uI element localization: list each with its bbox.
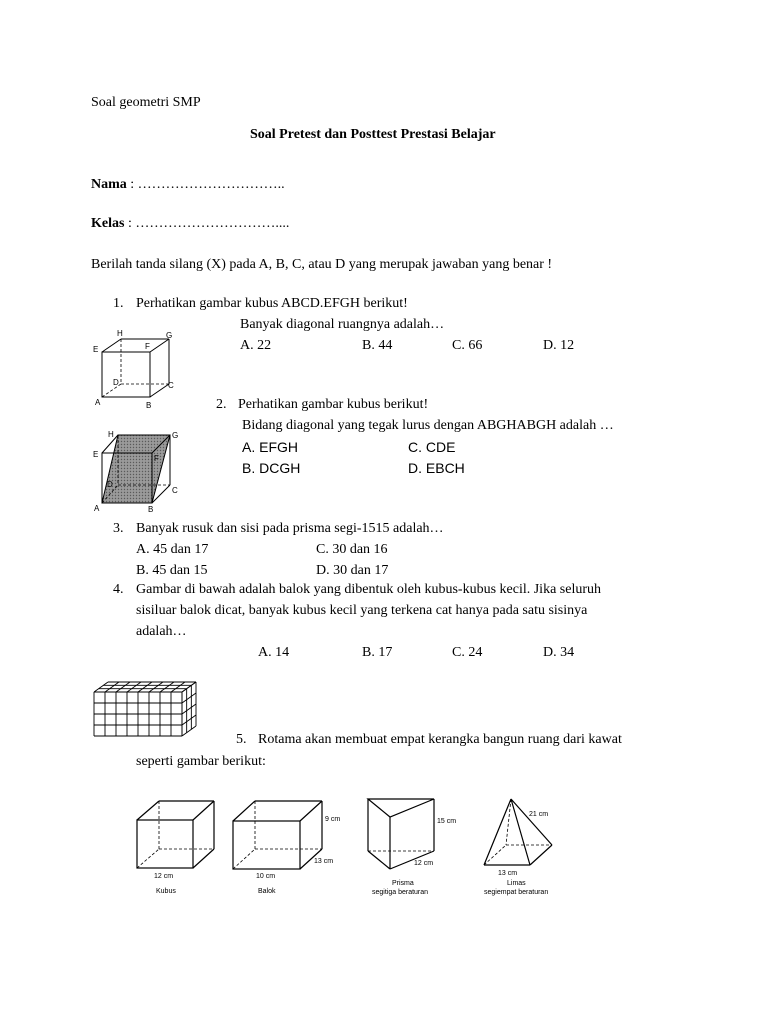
- q4-block-figure: [92, 660, 202, 732]
- q1-cube-figure: [90, 325, 190, 410]
- nama-field: [91, 177, 285, 193]
- q1-label-f: F: [145, 342, 150, 351]
- instructions: Berilah tanda silang (X) pada A, B, C, atau D yang merupak jawaban yang benar !: [91, 257, 553, 272]
- kelas-field: [91, 216, 289, 232]
- q4-option-d: D. 34: [543, 645, 575, 660]
- q2-number: 2.: [216, 397, 227, 412]
- q1-subtext: Banyak diagonal ruangnya adalah…: [240, 317, 445, 332]
- q2-label-g: G: [172, 431, 179, 440]
- q1-option-c: C. 66: [452, 338, 483, 353]
- page-title: Soal Pretest dan Posttest Prestasi Belajar: [250, 127, 496, 142]
- q5-limas-name-2: segiempat beraturan: [484, 889, 549, 896]
- q1-label-a: A: [95, 398, 101, 407]
- q1-label-g: G: [166, 331, 173, 340]
- q1-option-d: D. 12: [543, 338, 575, 353]
- q5-limas-dim-b: 13 cm: [498, 870, 518, 877]
- q2-option-d: D. EBCH: [408, 460, 465, 476]
- q5-text-line2: seperti gambar berikut:: [136, 754, 266, 769]
- q5-prisma-dim-b: 12 cm: [414, 860, 434, 867]
- q2-cube-figure: [90, 425, 190, 515]
- nama-label: Nama: [91, 177, 127, 192]
- q4-number: 4.: [113, 582, 124, 597]
- q5-balok-dim-h: 9 cm: [325, 816, 341, 823]
- q5-limas-name-1: Limas: [507, 880, 526, 887]
- q5-balok-name: Balok: [258, 888, 276, 895]
- subject-heading: Soal geometri SMP: [91, 95, 201, 110]
- q3-option-a: A. 45 dan 17: [136, 542, 209, 557]
- q3-number: 3.: [113, 521, 124, 536]
- q5-number: 5.: [236, 732, 247, 747]
- q3-option-b: B. 45 dan 15: [136, 563, 208, 578]
- q2-option-a: A. EFGH: [242, 439, 299, 455]
- q2-label-d: D: [107, 480, 113, 489]
- q4-text-line3: adalah…: [136, 624, 187, 639]
- q2-label-h: H: [108, 430, 114, 439]
- q4-text-line2: sisiluar balok dicat, banyak kubus kecil yang terkena cat hanya pada satu sisinya: [136, 603, 588, 618]
- q2-label-e: E: [93, 450, 99, 459]
- q4-option-b: B. 17: [362, 645, 393, 660]
- q2-option-c: C. CDE: [408, 439, 456, 455]
- q5-prisma-name-2: segitiga beraturan: [372, 889, 429, 896]
- q2-option-b: B. DCGH: [242, 460, 301, 476]
- q5-limas-dim-h: 21 cm: [529, 811, 549, 818]
- q5-prisma-figure: [362, 795, 472, 905]
- q2-label-b: B: [148, 505, 154, 514]
- q4-text-line1: Gambar di bawah adalah balok yang dibentuk oleh kubus-kubus kecil. Jika seluruh: [136, 582, 601, 597]
- q4-option-c: C. 24: [452, 645, 483, 660]
- q2-label-c: C: [172, 486, 178, 495]
- q1-label-c: C: [168, 381, 174, 390]
- q5-text-line1: Rotama akan membuat empat kerangka bangun ruang dari kawat: [258, 732, 622, 747]
- q5-balok-figure: [228, 797, 358, 897]
- q5-limas-figure: [474, 795, 574, 905]
- q5-kubus-dim: 12 cm: [154, 873, 174, 880]
- q3-option-c: C. 30 dan 16: [316, 542, 388, 557]
- q2-label-f: F: [154, 454, 159, 463]
- q1-label-b: B: [146, 401, 152, 410]
- q3-option-d: D. 30 dan 17: [316, 563, 389, 578]
- kelas-label: Kelas: [91, 216, 125, 231]
- q1-label-d: D: [113, 378, 119, 387]
- q5-kubus-figure: [132, 797, 222, 897]
- q5-prisma-dim-h: 15 cm: [437, 818, 457, 825]
- q1-label-e: E: [93, 345, 99, 354]
- q4-option-a: A. 14: [258, 645, 290, 660]
- q3-text: Banyak rusuk dan sisi pada prisma segi-1515 adalah…: [136, 521, 444, 536]
- q2-label-a: A: [94, 504, 100, 513]
- q5-balok-dim-w: 13 cm: [314, 858, 334, 865]
- q5-prisma-name-1: Prisma: [392, 880, 414, 887]
- nama-value: : …………………………..: [130, 177, 285, 192]
- q1-text: Perhatikan gambar kubus ABCD.EFGH berikut!: [136, 296, 408, 311]
- q2-subtext: Bidang diagonal yang tegak lurus dengan ABGHABGH adalah …: [242, 418, 614, 433]
- q5-balok-dim-l: 10 cm: [256, 873, 276, 880]
- q5-kubus-name: Kubus: [156, 888, 176, 895]
- q2-text: Perhatikan gambar kubus berikut!: [238, 397, 429, 412]
- q1-label-h: H: [117, 329, 123, 338]
- q1-option-b: B. 44: [362, 338, 393, 353]
- q1-number: 1.: [113, 296, 124, 311]
- kelas-value: : …………………………....: [127, 216, 290, 231]
- q1-option-a: A. 22: [240, 338, 272, 353]
